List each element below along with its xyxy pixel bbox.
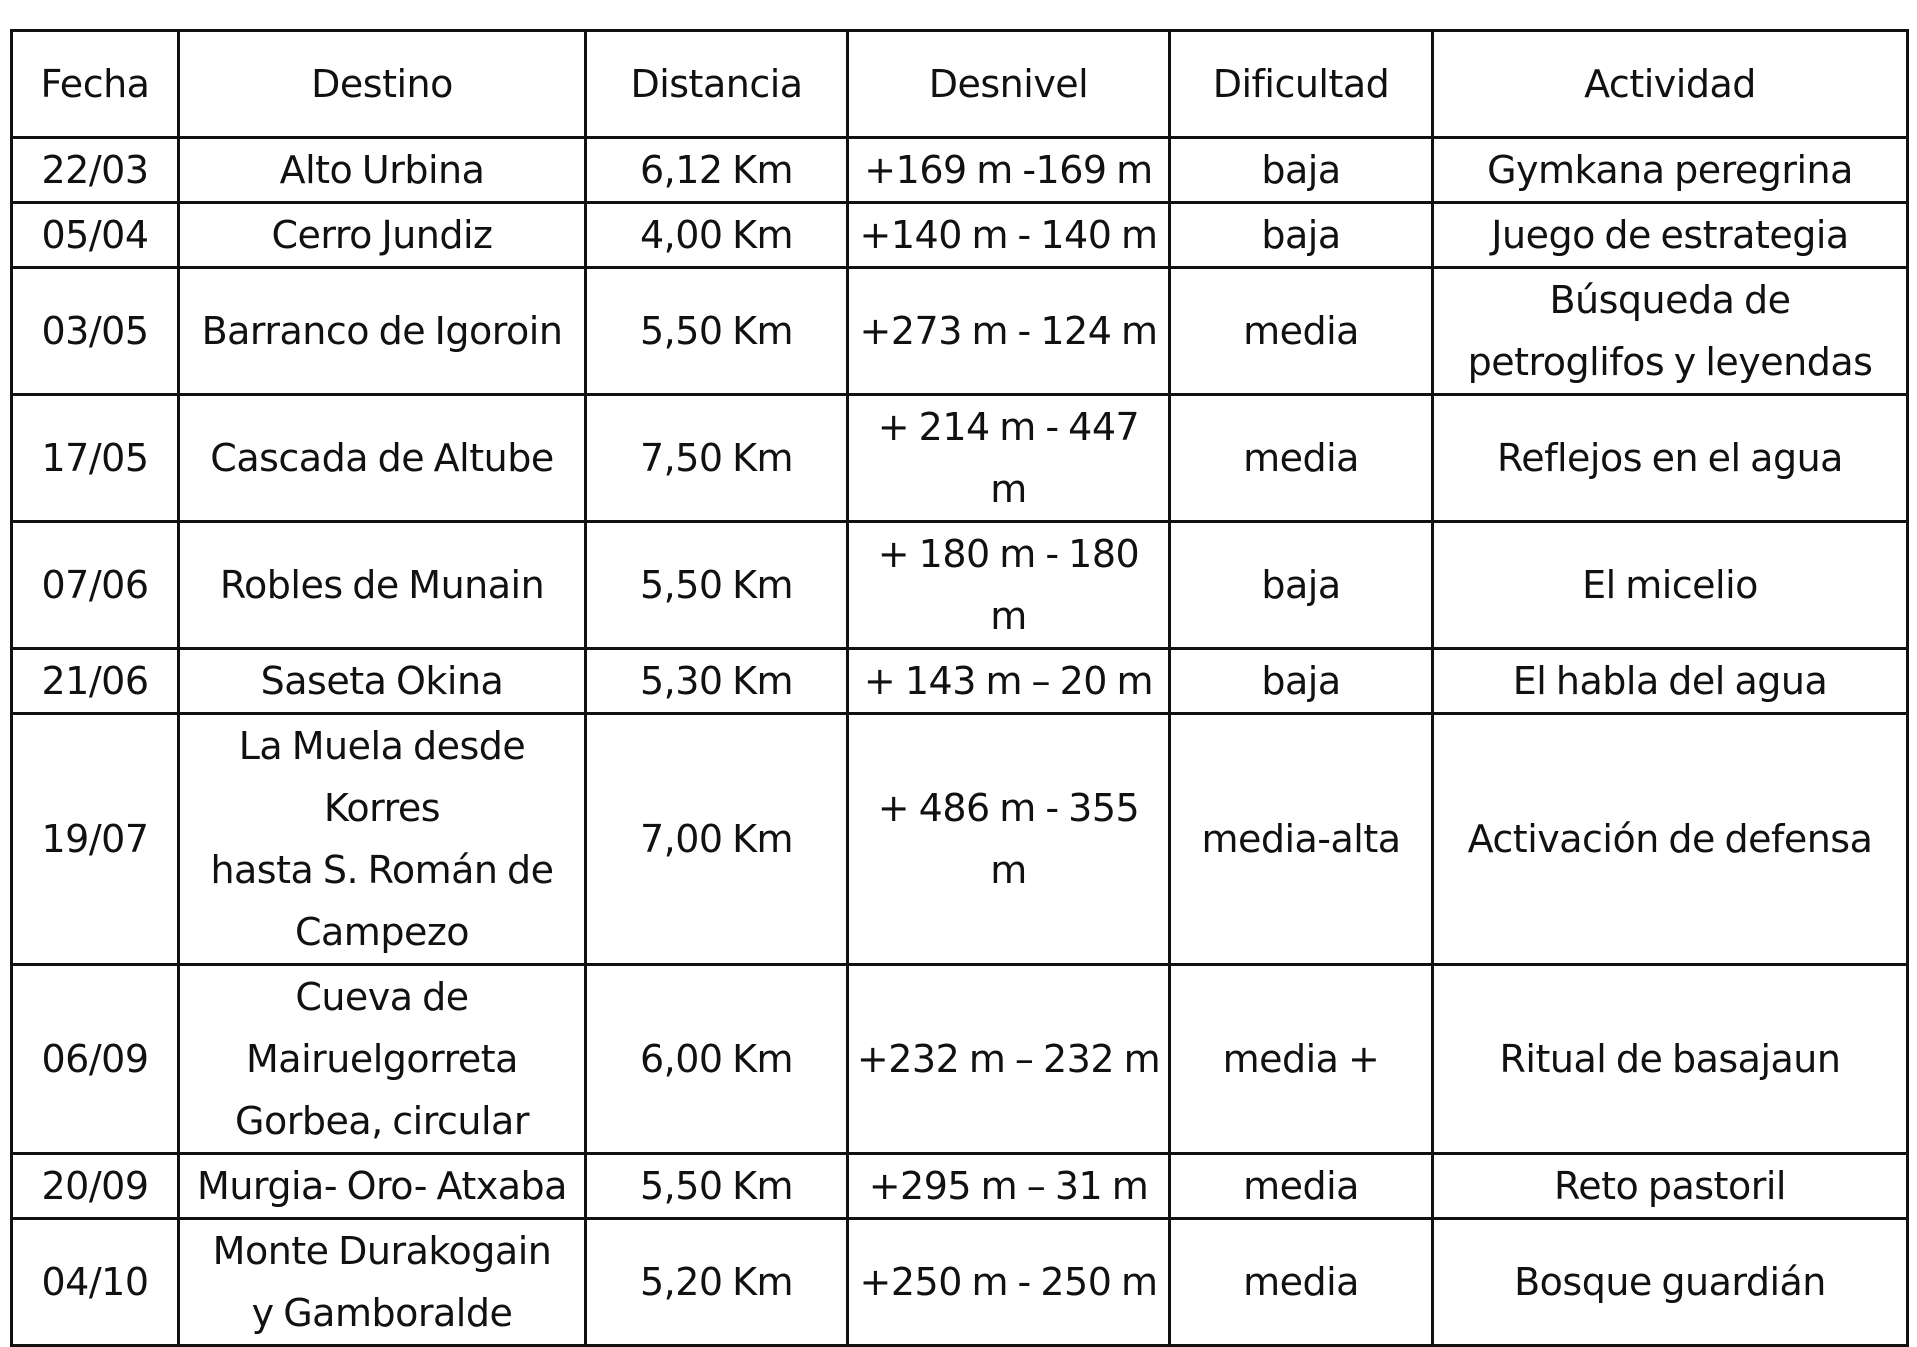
- header-fecha: Fecha: [12, 31, 179, 138]
- cell-desnivel: +232 m – 232 m: [848, 965, 1170, 1154]
- cell-actividad: Ritual de basajaun: [1433, 965, 1908, 1154]
- cell-destino: Murgia- Oro- Atxaba: [179, 1154, 586, 1219]
- cell-distancia: 5,50 Km: [586, 1154, 848, 1219]
- cell-actividad: Gymkana peregrina: [1433, 138, 1908, 203]
- cell-desnivel: +169 m -169 m: [848, 138, 1170, 203]
- table-row: [12, 522, 1908, 649]
- cell-destino: La Muela desde Korres hasta S. Román de Campezo: [179, 714, 586, 965]
- header-destino: Destino: [179, 31, 586, 138]
- cell-destino: Barranco de Igoroin: [179, 268, 586, 395]
- table-row: [12, 714, 1908, 965]
- cell-distancia: 4,00 Km: [586, 203, 848, 268]
- cell-dificultad: media: [1170, 1219, 1433, 1346]
- cell-desnivel: +273 m - 124 m: [848, 268, 1170, 395]
- table-row: [12, 1219, 1908, 1346]
- cell-fecha: 17/05: [12, 395, 179, 522]
- cell-destino: Cascada de Altube: [179, 395, 586, 522]
- table-row: [12, 649, 1908, 714]
- cell-desnivel: + 214 m - 447 m: [848, 395, 1170, 522]
- cell-actividad: Bosque guardián: [1433, 1219, 1908, 1346]
- cell-actividad: El micelio: [1433, 522, 1908, 649]
- cell-distancia: 6,00 Km: [586, 965, 848, 1154]
- table-row: [12, 395, 1908, 522]
- cell-distancia: 5,30 Km: [586, 649, 848, 714]
- cell-actividad: Reflejos en el agua: [1433, 395, 1908, 522]
- table-header: [12, 31, 1908, 138]
- cell-distancia: 5,50 Km: [586, 522, 848, 649]
- cell-desnivel: + 486 m - 355 m: [848, 714, 1170, 965]
- cell-destino: Robles de Munain: [179, 522, 586, 649]
- header-row: [12, 31, 1908, 138]
- table-row: [12, 138, 1908, 203]
- cell-fecha: 22/03: [12, 138, 179, 203]
- cell-dificultad: baja: [1170, 649, 1433, 714]
- cell-destino: Saseta Okina: [179, 649, 586, 714]
- cell-fecha: 07/06: [12, 522, 179, 649]
- cell-dificultad: baja: [1170, 522, 1433, 649]
- schedule-table: [10, 29, 1909, 1347]
- cell-dificultad: media: [1170, 268, 1433, 395]
- cell-fecha: 20/09: [12, 1154, 179, 1219]
- cell-actividad: Reto pastoril: [1433, 1154, 1908, 1219]
- table-row: [12, 965, 1908, 1154]
- cell-fecha: 21/06: [12, 649, 179, 714]
- cell-desnivel: +140 m - 140 m: [848, 203, 1170, 268]
- cell-fecha: 05/04: [12, 203, 179, 268]
- cell-actividad: El habla del agua: [1433, 649, 1908, 714]
- cell-dificultad: media-alta: [1170, 714, 1433, 965]
- cell-dificultad: media: [1170, 395, 1433, 522]
- table-row: [12, 203, 1908, 268]
- cell-destino: Cueva de Mairuelgorreta Gorbea, circular: [179, 965, 586, 1154]
- header-desnivel: Desnivel: [848, 31, 1170, 138]
- cell-desnivel: +250 m - 250 m: [848, 1219, 1170, 1346]
- header-actividad: Actividad: [1433, 31, 1908, 138]
- table-row: [12, 268, 1908, 395]
- cell-dificultad: baja: [1170, 138, 1433, 203]
- cell-distancia: 6,12 Km: [586, 138, 848, 203]
- cell-actividad: Juego de estrategia: [1433, 203, 1908, 268]
- table-body: [12, 138, 1908, 1346]
- cell-fecha: 19/07: [12, 714, 179, 965]
- cell-fecha: 06/09: [12, 965, 179, 1154]
- cell-destino: Monte Durakogain y Gamboralde: [179, 1219, 586, 1346]
- cell-desnivel: + 180 m - 180 m: [848, 522, 1170, 649]
- cell-distancia: 5,20 Km: [586, 1219, 848, 1346]
- header-dificultad: Dificultad: [1170, 31, 1433, 138]
- cell-dificultad: media +: [1170, 965, 1433, 1154]
- cell-dificultad: baja: [1170, 203, 1433, 268]
- cell-destino: Alto Urbina: [179, 138, 586, 203]
- table-row: [12, 1154, 1908, 1219]
- cell-destino: Cerro Jundiz: [179, 203, 586, 268]
- header-distancia: Distancia: [586, 31, 848, 138]
- cell-dificultad: media: [1170, 1154, 1433, 1219]
- cell-desnivel: + 143 m – 20 m: [848, 649, 1170, 714]
- cell-actividad: Búsqueda de petroglifos y leyendas: [1433, 268, 1908, 395]
- cell-distancia: 7,00 Km: [586, 714, 848, 965]
- cell-distancia: 5,50 Km: [586, 268, 848, 395]
- cell-distancia: 7,50 Km: [586, 395, 848, 522]
- cell-desnivel: +295 m – 31 m: [848, 1154, 1170, 1219]
- cell-actividad: Activación de defensa: [1433, 714, 1908, 965]
- cell-fecha: 04/10: [12, 1219, 179, 1346]
- cell-fecha: 03/05: [12, 268, 179, 395]
